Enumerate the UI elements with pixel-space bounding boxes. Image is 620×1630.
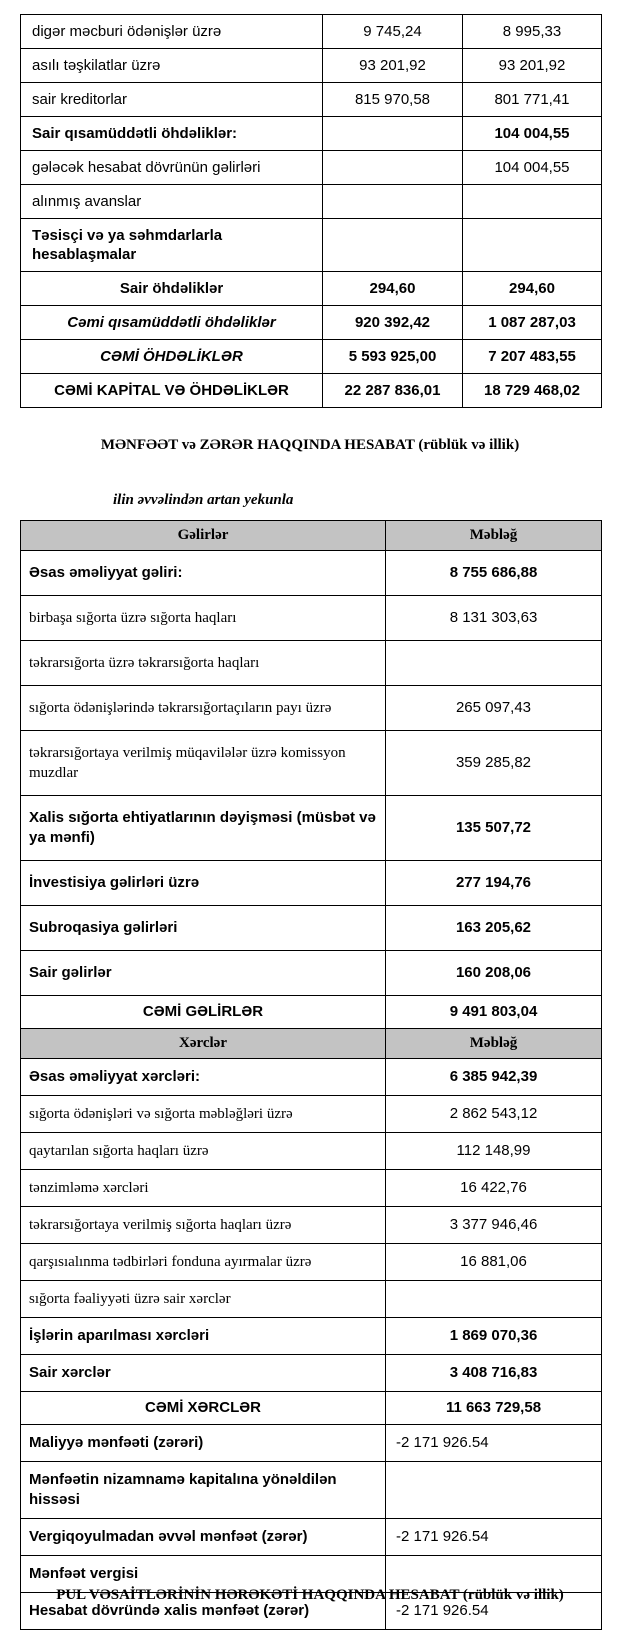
table-row: [21, 374, 602, 408]
cell-v1: 294,60: [323, 272, 463, 306]
cutoff-text: [0, 1584, 620, 1603]
cell-label: digər məcburi ödənişlər üzrə: [21, 15, 323, 49]
cell-label: Maliyyə mənfəəti (zərəri): [21, 1425, 386, 1462]
cell-amount: 3 377 946,46: [386, 1207, 602, 1244]
table-row: [21, 551, 602, 596]
expense-header-row: [21, 1029, 602, 1059]
cell-amount: 2 862 543,12: [386, 1096, 602, 1133]
table-row: [21, 641, 602, 686]
cell-label: gələcək hesabat dövrünün gəlirləri: [21, 151, 323, 185]
cell-label: Mənfəət vergisi: [21, 1556, 386, 1593]
income-header-label: Gəlirlər: [21, 521, 386, 551]
cell-amount: 3 408 716,83: [386, 1355, 602, 1392]
table-row: [21, 906, 602, 951]
table-row: [21, 1425, 602, 1462]
income-section: [21, 521, 602, 1029]
income-header-amount: Məbləğ: [386, 521, 602, 551]
cell-label: təkrarsığorta üzrə təkrarsığorta haqları: [21, 641, 386, 686]
cell-label: sair kreditorlar: [21, 83, 323, 117]
cell-v1: 9 745,24: [323, 15, 463, 49]
table-row: [21, 306, 602, 340]
cell-v2: 1 087 287,03: [463, 306, 602, 340]
cell-v2: 8 995,33: [463, 15, 602, 49]
table-row: [21, 219, 602, 272]
cell-v1: [323, 185, 463, 219]
cell-label: təkrarsığortaya verilmiş sığorta haqları üzrə: [21, 1207, 386, 1244]
table-row: [21, 151, 602, 185]
cell-v1: 5 593 925,00: [323, 340, 463, 374]
cell-amount: 359 285,82: [386, 731, 602, 796]
table-row: [21, 1355, 602, 1392]
expense-header-label: Xərclər: [21, 1029, 386, 1059]
cell-v1: 815 970,58: [323, 83, 463, 117]
table-row: [21, 1096, 602, 1133]
table-row: [21, 796, 602, 861]
cell-amount: 8 131 303,63: [386, 596, 602, 641]
cell-amount: 112 148,99: [386, 1133, 602, 1170]
table-row: [21, 861, 602, 906]
cell-label: Sair gəlirlər: [21, 951, 386, 996]
table-row: [21, 1059, 602, 1096]
cell-amount: 135 507,72: [386, 796, 602, 861]
table-row: [21, 272, 602, 306]
cell-label: Hesabat dövründə xalis mənfəət (zərər): [21, 1593, 386, 1630]
pl-report-title: MƏNFƏƏT və ZƏRƏR HAQQINDA HESABAT (rüblük və illik): [100, 437, 520, 453]
table-row: [21, 1170, 602, 1207]
cell-amount: 163 205,62: [386, 906, 602, 951]
table-row: [21, 1281, 602, 1318]
cell-amount: 9 491 803,04: [386, 996, 602, 1029]
cell-amount: [386, 1462, 602, 1519]
cell-label: sığorta ödənişləri və sığorta məbləğləri üzrə: [21, 1096, 386, 1133]
cell-label: Xalis sığorta ehtiyatlarının dəyişməsi (müsbət və ya mənfi): [21, 796, 386, 861]
cell-amount: 277 194,76: [386, 861, 602, 906]
table-row: [21, 1462, 602, 1519]
cell-amount: 265 097,43: [386, 686, 602, 731]
income-header-row: [21, 521, 602, 551]
cell-v2: 93 201,92: [463, 49, 602, 83]
cell-amount: 16 881,06: [386, 1244, 602, 1281]
cell-v2: 18 729 468,02: [463, 374, 602, 408]
table-row: [21, 15, 602, 49]
cell-amount: 11 663 729,58: [386, 1392, 602, 1425]
cell-label: sığorta fəaliyyəti üzrə sair xərclər: [21, 1281, 386, 1318]
cell-v1: [323, 117, 463, 151]
cell-label: qaytarılan sığorta haqları üzrə: [21, 1133, 386, 1170]
cell-label: Mənfəətin nizamnamə kapitalına yönəldilən hissəsi: [21, 1462, 386, 1519]
balance-sheet-table: [20, 14, 602, 408]
cell-label: Təsisçi və ya səhmdarlarla hesablaşmalar: [21, 219, 323, 272]
expense-section: [21, 1029, 602, 1630]
table-row: [21, 117, 602, 151]
cell-v1: [323, 219, 463, 272]
table-row: [21, 1244, 602, 1281]
cell-amount: 1 869 070,36: [386, 1318, 602, 1355]
table-row: [21, 731, 602, 796]
cell-amount: -2 171 926.54: [386, 1519, 602, 1556]
table-row: [21, 340, 602, 374]
cell-v2: [463, 185, 602, 219]
table-row: [21, 1519, 602, 1556]
cell-label: Sair öhdəliklər: [21, 272, 323, 306]
cell-v2: 104 004,55: [463, 151, 602, 185]
cell-label: Sair qısamüddətli öhdəliklər:: [21, 117, 323, 151]
cell-v1: [323, 151, 463, 185]
cell-v2: 104 004,55: [463, 117, 602, 151]
cell-label: CƏMİ KAPİTAL VƏ ÖHDƏLİKLƏR: [21, 374, 323, 408]
cell-amount: [386, 1281, 602, 1318]
cell-label: CƏMİ ÖHDƏLİKLƏR: [21, 340, 323, 374]
cell-label: tənzimləmə xərcləri: [21, 1170, 386, 1207]
table-row: [21, 49, 602, 83]
cell-label: birbaşa sığorta üzrə sığorta haqları: [21, 596, 386, 641]
table-row: [21, 1133, 602, 1170]
table-row: [21, 1207, 602, 1244]
table-row: [21, 686, 602, 731]
cell-v1: 93 201,92: [323, 49, 463, 83]
cell-v1: 920 392,42: [323, 306, 463, 340]
cell-amount: 160 208,06: [386, 951, 602, 996]
cell-v1: 22 287 836,01: [323, 374, 463, 408]
table-row: [21, 596, 602, 641]
expense-header-amount: Məbləğ: [386, 1029, 602, 1059]
table-row: [21, 185, 602, 219]
cell-label: İşlərin aparılması xərcləri: [21, 1318, 386, 1355]
cell-label: Əsas əməliyyat gəliri:: [21, 551, 386, 596]
table-row: [21, 83, 602, 117]
profit-loss-table: [20, 520, 602, 1630]
table-row: [21, 996, 602, 1029]
balance-table-body: [21, 15, 602, 408]
cell-v2: 801 771,41: [463, 83, 602, 117]
cell-amount: 6 385 942,39: [386, 1059, 602, 1096]
cell-amount: 16 422,76: [386, 1170, 602, 1207]
table-row: [21, 1392, 602, 1425]
cell-label: qarşısıalınma tədbirləri fonduna ayırmalar üzrə: [21, 1244, 386, 1281]
cell-label: Sair xərclər: [21, 1355, 386, 1392]
cell-v2: [463, 219, 602, 272]
table-row: [21, 1318, 602, 1355]
cell-label: CƏMİ XƏRCLƏR: [21, 1392, 386, 1425]
cell-label: İnvestisiya gəlirləri üzrə: [21, 861, 386, 906]
cell-label: alınmış avanslar: [21, 185, 323, 219]
cutoff-text-line: PUL VƏSAİTLƏRİNİN HƏRƏKƏTİ HAQQINDA HESABAT (rüblük və illik): [56, 1587, 564, 1603]
cell-label: CƏMİ GƏLİRLƏR: [21, 996, 386, 1029]
cell-amount: -2 171 926.54: [386, 1425, 602, 1462]
cell-label: Cəmi qısamüddətli öhdəliklər: [21, 306, 323, 340]
cell-label: Vergiqoyulmadan əvvəl mənfəət (zərər): [21, 1519, 386, 1556]
table-row: [21, 951, 602, 996]
cell-label: Əsas əməliyyat xərcləri:: [21, 1059, 386, 1096]
cell-amount: -2 171 926.54: [386, 1593, 602, 1630]
cell-label: asılı təşkilatlar üzrə: [21, 49, 323, 83]
cell-v2: 294,60: [463, 272, 602, 306]
cell-amount: [386, 641, 602, 686]
pl-report-subtitle: ilin əvvəlindən artan yekunla: [113, 492, 294, 508]
cell-label: təkrarsığortaya verilmiş müqavilələr üzrə komissyon muzdlar: [21, 731, 386, 796]
cell-label: sığorta ödənişlərində təkrarsığortaçıların payı üzrə: [21, 686, 386, 731]
cell-amount: 8 755 686,88: [386, 551, 602, 596]
cell-v2: 7 207 483,55: [463, 340, 602, 374]
cell-label: Subroqasiya gəlirləri: [21, 906, 386, 951]
